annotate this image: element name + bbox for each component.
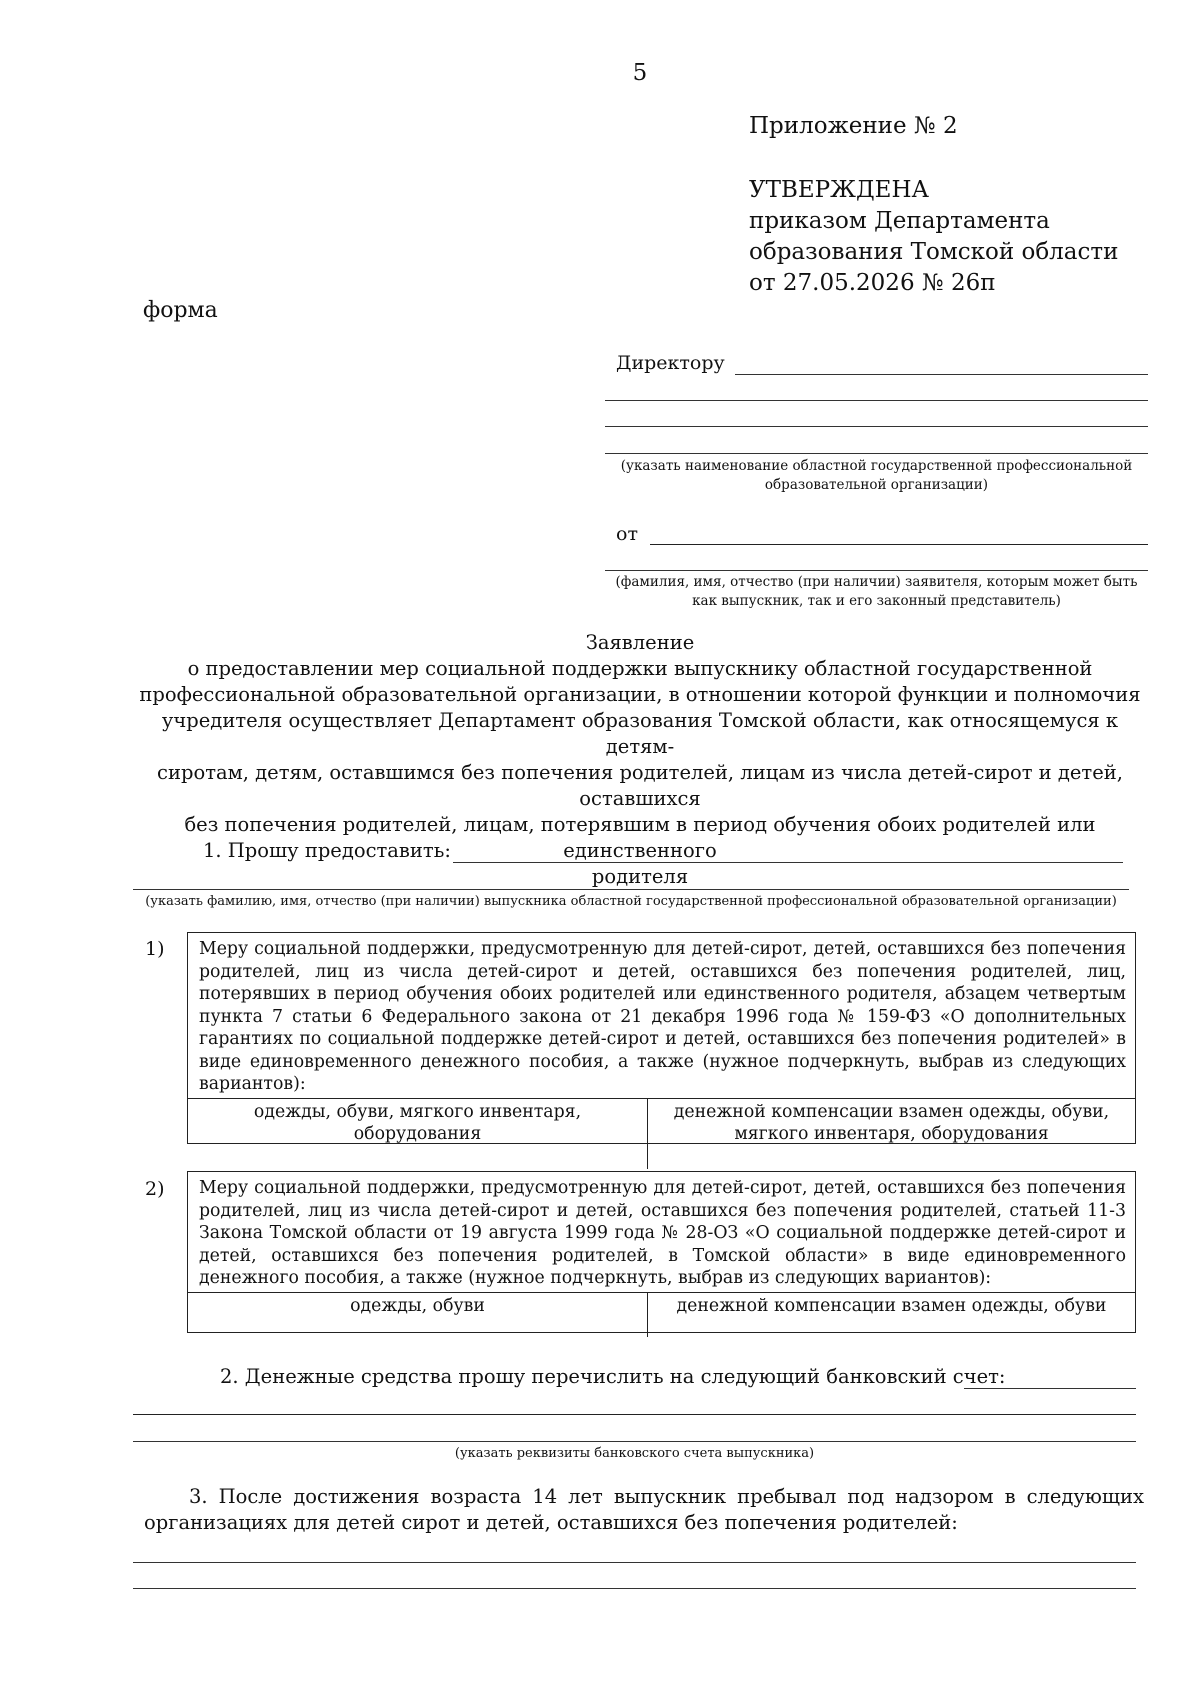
section2-label: 2. Денежные средства прошу перечислить на следующий банковский счет: [220, 1365, 1006, 1388]
director-name-line[interactable] [735, 374, 1148, 375]
org-name-line[interactable] [605, 426, 1148, 427]
option-compensation[interactable]: денежной компенсации взамен одежды, обуви [676, 1295, 1107, 1316]
appendix-label: Приложение № 2 [749, 113, 958, 139]
measure-options [188, 1098, 1135, 1169]
bank-account-line[interactable] [133, 1414, 1136, 1415]
section1-label: 1. Прошу предоставить: [203, 839, 451, 862]
graduate-name-line[interactable] [453, 862, 1123, 863]
org-name-line[interactable] [605, 453, 1148, 454]
graduate-caption: (указать фамилию, имя, отчество (при наличии) выпускника областной государственной профессиональной образовательной организации) [145, 894, 1117, 909]
applicant-name-line[interactable] [650, 544, 1148, 545]
caption-line: образовательной организации) [764, 477, 989, 493]
approval-line: УТВЕРЖДЕНА [749, 177, 929, 203]
applicant-caption [605, 573, 1148, 611]
organizations-line[interactable] [133, 1562, 1136, 1563]
from-label: от [616, 523, 638, 545]
measure-number: 2) [145, 1178, 165, 1200]
organizations-line[interactable] [133, 1588, 1136, 1589]
statement-subtitle-line: без попечения родителей, лицам, потерявшим в период обучения обоих родителей или единственного [184, 813, 1096, 862]
caption-line: как выпускник, так и его законный представитель) [692, 593, 1061, 609]
approval-block [749, 175, 1118, 299]
graduate-name-line[interactable] [133, 889, 1129, 890]
page-number: 5 [632, 60, 648, 86]
option-in-kind[interactable]: одежды, обуви, мягкого инвентаря, оборудования [188, 1099, 648, 1169]
bank-caption: (указать реквизиты банковского счета выпускника) [454, 1446, 815, 1461]
option-compensation[interactable]: денежной компенсации взамен одежды, обуви, мягкого инвентаря, оборудования [673, 1101, 1110, 1144]
bank-account-line[interactable] [133, 1441, 1136, 1442]
bank-account-line[interactable] [964, 1388, 1136, 1389]
measure-text: Меру социальной поддержки, предусмотренную для детей-сирот, детей, оставшихся без попечения родителей, лиц из числа детей-сирот и детей, оставшихся без попечения родителей, лиц, потерявших в период обучения обоих родителей или единственного родителя, абзацем четвертым пункта 7 статьи 6 Федерального закона от 21 декабря 1996 года № 159-ФЗ «О дополнительных гарантиях по социальной поддержке детей-сирот и детей, оставшихся без попечения родителей» в виде единовременного денежного пособия, а также (нужное подчеркнуть, выбрав из следующих вариантов): [199, 939, 1126, 1094]
measure-text: Меру социальной поддержки, предусмотренную для детей-сирот, детей, оставшихся без попечения родителей, лиц из числа детей-сирот и детей, оставшихся без попечения родителей, статьей 11-3 Закона Томской области от 19 августа 1999 года № 28-ОЗ «О социальной поддержке детей-сирот и детей, оставшихся без попечения родителей, в Томской области» в виде единовременного денежного пособия, а также (нужное подчеркнуть, выбрав из следующих вариантов): [199, 1178, 1126, 1288]
approval-line: приказом Департамента [749, 208, 1050, 234]
org-caption [605, 457, 1148, 495]
measure-options [188, 1292, 1135, 1337]
option-in-kind[interactable]: одежды, обуви [188, 1293, 648, 1337]
statement-subtitle-line: профессиональной образовательной организации, в отношении которой функции и полномочия [139, 683, 1141, 706]
form-label: форма [143, 298, 218, 323]
statement-heading: Заявление [585, 631, 695, 654]
director-label: Директору [616, 352, 725, 374]
statement-subtitle-line: учредителя осуществляет Департамент образования Томской области, как относящемуся к детям- [161, 709, 1119, 758]
measure-box-1 [187, 932, 1136, 1144]
applicant-name-line[interactable] [605, 570, 1148, 571]
caption-line: (фамилия, имя, отчество (при наличии) заявителя, которым может быть [615, 574, 1138, 590]
measure-box-2 [187, 1171, 1136, 1333]
org-name-line[interactable] [605, 400, 1148, 401]
statement-subtitle-line: родителя [591, 865, 689, 888]
section3-text: 3. После достижения возраста 14 лет выпускник пребывал под надзором в следующих организациях для детей сирот и детей, оставшихся без попечения родителей: [144, 1485, 1144, 1534]
statement-subtitle-line: сиротам, детям, оставшимся без попечения родителей, лицам из числа детей-сирот и детей, оставшихся [157, 761, 1123, 810]
measure-number: 1) [145, 938, 165, 960]
approval-line: образования Томской области [749, 239, 1119, 265]
caption-line: (указать наименование областной государственной профессиональной [620, 458, 1133, 474]
statement-subtitle-line: о предоставлении мер социальной поддержки выпускнику областной государственной [187, 657, 1093, 680]
approval-line: от 27.05.2026 № 26п [749, 270, 996, 296]
